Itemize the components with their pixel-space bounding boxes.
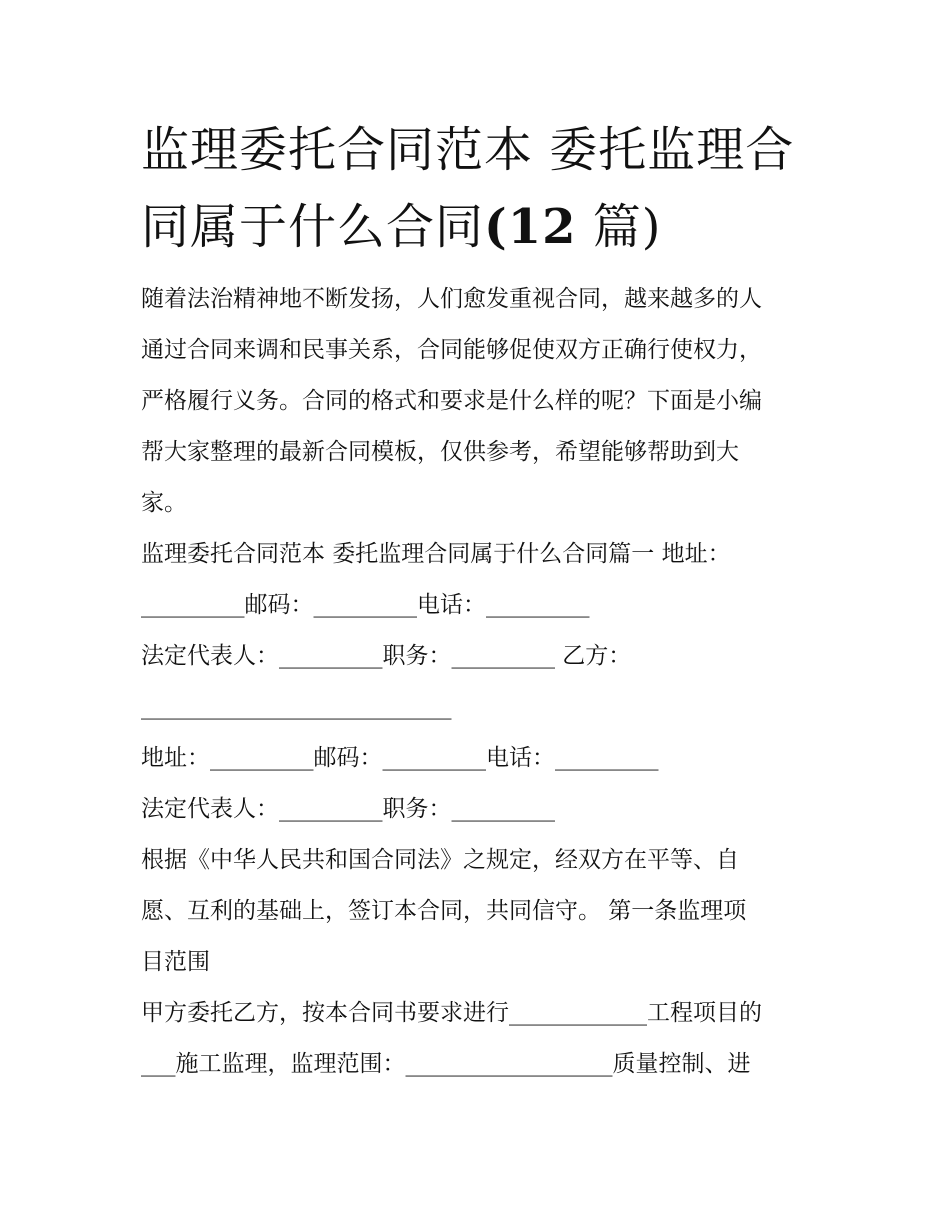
title-line-1: 监理委托合同范本 委托监理合 bbox=[141, 122, 795, 178]
title-line-2-number: (12 bbox=[484, 199, 577, 255]
contract-line: 甲方委托乙方，按本合同书要求进行____________工程项目的 bbox=[141, 1000, 762, 1026]
contract-line: 法定代表人：_________职务：_________ 乙方： bbox=[141, 643, 632, 669]
contract-line: ___________________________ bbox=[141, 694, 452, 720]
title-line-2-prefix: 同属于什么合同 bbox=[141, 199, 485, 255]
intro-line: 严格履行义务。合同的格式和要求是什么样的呢？下面是小编 bbox=[141, 388, 762, 414]
contract-line: _________邮码：_________电话：_________ bbox=[141, 592, 590, 618]
document-body bbox=[141, 274, 821, 1090]
intro-paragraph bbox=[141, 274, 821, 529]
intro-line: 帮大家整理的最新合同模板，仅供参考，希望能够帮助到大 bbox=[141, 439, 739, 465]
contract-line: 法定代表人：_________职务：_________ bbox=[141, 796, 555, 822]
title-line-2-suffix: 篇) bbox=[592, 199, 662, 255]
contract-line: 地址：_________邮码：_________电话：_________ bbox=[141, 745, 659, 771]
intro-line: 家。 bbox=[141, 490, 187, 516]
contract-line: 根据《中华人民共和国合同法》之规定，经双方在平等、自 bbox=[141, 847, 739, 873]
contract-body bbox=[141, 529, 821, 1090]
contract-line: 愿、互利的基础上，签订本合同，共同信守。 第一条监理项 bbox=[141, 898, 747, 924]
contract-line: 目范围 bbox=[141, 949, 210, 975]
intro-line: 随着法治精神地不断发扬，人们愈发重视合同，越来越多的人 bbox=[141, 286, 762, 312]
contract-line: 监理委托合同范本 委托监理合同属于什么合同篇一 地址： bbox=[141, 541, 731, 567]
contract-line: ___施工监理，监理范围：__________________质量控制、进 bbox=[141, 1051, 751, 1077]
document-title bbox=[141, 112, 821, 266]
intro-line: 通过合同来调和民事关系，合同能够促使双方正确行使权力， bbox=[141, 337, 762, 363]
